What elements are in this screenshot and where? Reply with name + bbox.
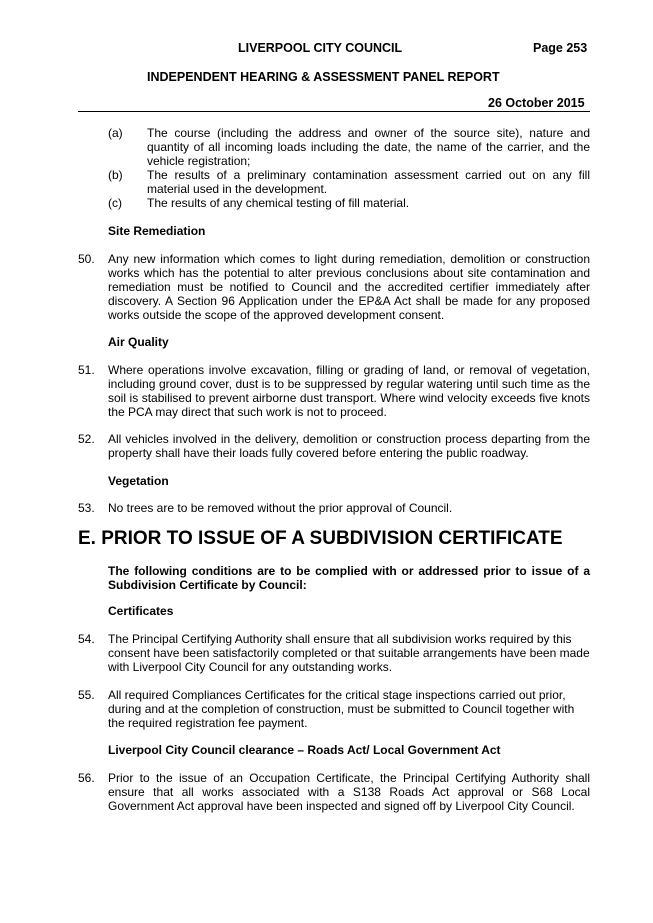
condition-number: 53. xyxy=(78,501,95,515)
condition-number: 56. xyxy=(78,771,95,785)
subitem-text: The course (including the address and owner of the source site), nature and quantity of all incoming loads including the date, the name of the carrier, and the vehicle registration; xyxy=(147,126,590,168)
condition-text: No trees are to be removed without the prior approval of Council. xyxy=(108,501,453,515)
report-date: 26 October 2015 xyxy=(488,96,585,110)
condition-text: All vehicles involved in the delivery, demolition or construction process departing from the property shall have their loads fully covered before entering the public roadway. xyxy=(108,432,590,460)
condition-number: 55. xyxy=(78,688,95,702)
subitem-text: The results of any chemical testing of fill material. xyxy=(147,196,410,210)
condition-text: All required Compliances Certificates for the critical stage inspections carried out prior, during and at the completion of construction, must be submitted to Council together with the required registration fee payment. xyxy=(108,688,575,730)
heading-site-remediation: Site Remediation xyxy=(108,224,206,238)
council-name: LIVERPOOL CITY COUNCIL xyxy=(238,41,403,55)
subitem-text: The results of a preliminary contamination assessment carried out on any fill material used in the development. xyxy=(147,168,590,196)
heading-certificates: Certificates xyxy=(108,604,174,618)
subitem-label: (a) xyxy=(108,126,123,140)
report-title: INDEPENDENT HEARING & ASSESSMENT PANEL REPORT xyxy=(147,70,500,84)
subitem-label: (b) xyxy=(108,168,123,182)
condition-text: Where operations involve excavation, filling or grading of land, or removal of vegetation, including ground cover, dust is to be suppressed by regular watering until such time as the soil is stabilised to prevent airborne dust transport. Where wind velocity exceeds five knots the PCA may direct that such work is not to proceed. xyxy=(108,363,590,419)
condition-number: 50. xyxy=(78,252,95,266)
header-rule xyxy=(78,111,590,112)
heading-vegetation: Vegetation xyxy=(108,474,169,488)
heading-air-quality: Air Quality xyxy=(108,335,169,349)
condition-text: Prior to the issue of an Occupation Certificate, the Principal Certifying Authority shall ensure that all works associated with a S138 Roads Act approval or S68 Local Government Act approval have been inspected and signed off by Liverpool City Council. xyxy=(108,771,590,813)
condition-number: 54. xyxy=(78,632,95,646)
section-e-title: E. PRIOR TO ISSUE OF A SUBDIVISION CERTIFICATE xyxy=(78,528,563,549)
subitem-label: (c) xyxy=(108,196,122,210)
condition-text: The Principal Certifying Authority shall ensure that all subdivision works required by this consent have been satisfactorily completed or that suitable arrangements have been made with Liverpool City Council for any outstanding works. xyxy=(108,632,590,674)
condition-text: Any new information which comes to light during remediation, demolition or construction works which has the potential to alter previous conclusions about site contamination and remediation must be notified to Council and the accredited certifier immediately after discovery. A Section 96 Application under the EP&A Act shall be made for any proposed works outside the scope of the approved development consent. xyxy=(108,252,590,322)
condition-number: 52. xyxy=(78,432,95,446)
section-e-intro: The following conditions are to be complied with or addressed prior to issue of a Subdivision Certificate by Council: xyxy=(108,564,590,592)
page-number: Page 253 xyxy=(533,41,588,55)
condition-number: 51. xyxy=(78,363,95,377)
heading-clearance: Liverpool City Council clearance – Roads Act/ Local Government Act xyxy=(108,743,501,757)
